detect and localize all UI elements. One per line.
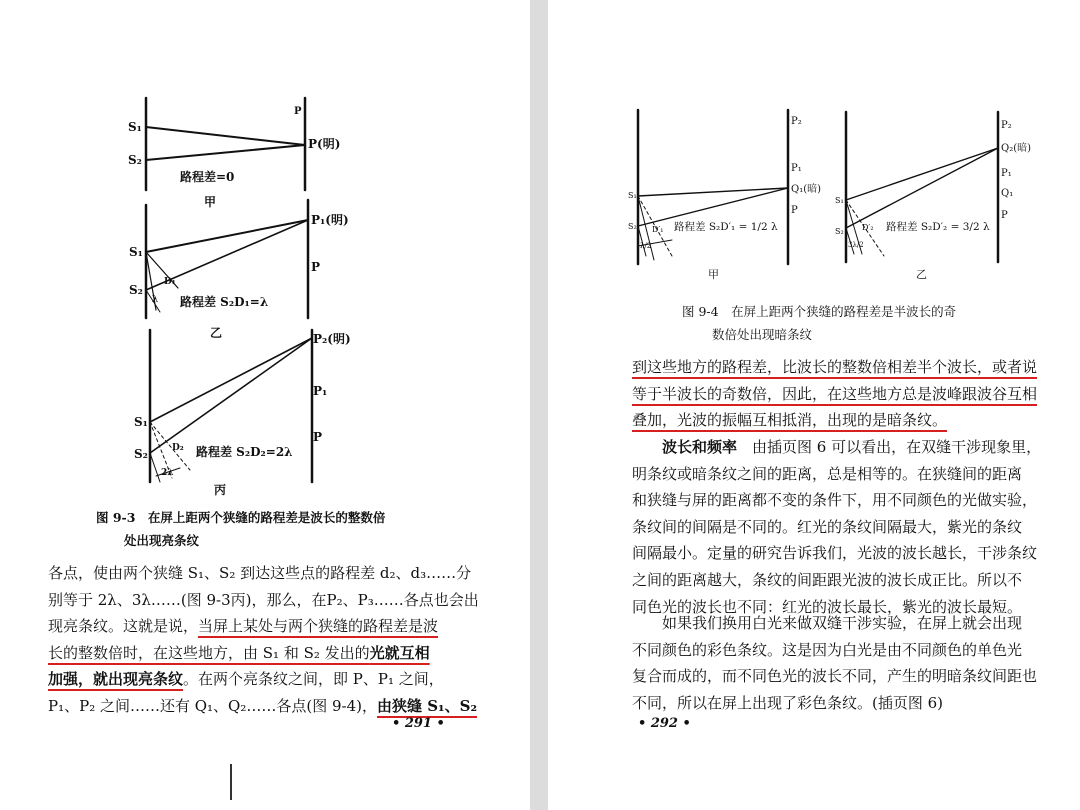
text-line: 之间的距离越大，条纹的间距跟光波的波长成正比。所以不 (632, 570, 1023, 589)
paragraph-1 (632, 354, 1037, 434)
yi-s1-label: S₁ (835, 196, 844, 205)
text-line: 同色光的波长也不同：红光的波长最长，紫光的波长最短。 (632, 597, 1023, 616)
page-number: • 291 • (392, 716, 445, 731)
bing-s2-label: S₂ (134, 447, 148, 461)
bing-s1-label: S₁ (134, 415, 148, 429)
text-line: 条纹间的间隔是不同的。红光的条纹间隔最大，紫光的条纹 (632, 517, 1023, 536)
jia-p2-label: P₂ (791, 116, 802, 127)
text-line: 不同颜色的彩色条纹。这是因为白光是由不同颜色的单色光 (632, 640, 1023, 659)
yi-s2-label: S₂ (129, 283, 143, 297)
yi-d1-label: D₁ (164, 277, 176, 287)
highlighted-text: 叠加，光波的振幅互相抵消，出现的是暗条纹。 (632, 411, 948, 430)
bing-path-diff: 路程差 S₂D₂=2λ (196, 445, 293, 459)
text-line (632, 434, 1041, 461)
highlighted-text-line: 到这些地方的路程差，比波长的整数倍相差半个波长，或者说 (632, 358, 1038, 376)
highlighted-bold-text: 由狭缝 S₁、S₂ (377, 696, 478, 715)
yi-s1-label: S₁ (129, 245, 143, 259)
body-paragraph (48, 560, 479, 720)
jia-half-lambda-label: λ/2 (640, 242, 652, 250)
text-line (632, 407, 1037, 434)
bing-two-lambda-label: 2λ (161, 468, 174, 478)
paragraph-3 (632, 610, 1037, 716)
text-line: 明条纹或暗条纹之间的距离，总是相等的。在狭缝间的距离 (632, 464, 1023, 483)
page-gutter (530, 0, 548, 810)
yi-p-label: P (1001, 210, 1008, 221)
jia-path-diff: 路程差=0 (180, 170, 235, 184)
caption-line-2: 处出现亮条纹 (124, 533, 200, 548)
jia-path-diff: 路程差 S₂D′₁ = 1/2 λ (674, 221, 778, 233)
figure-9-4 (548, 0, 1080, 300)
figure-9-3 (0, 0, 530, 500)
text-line: 和狭缝与屏的距离都不变的条件下，用不同颜色的光做实验， (632, 491, 1038, 510)
text-line (48, 613, 479, 640)
text-line: 各点，使由两个狭缝 S₁、S₂ 到达这些点的路程差 d₂、d₃……分 (48, 564, 472, 582)
yi-path-diff: 路程差 S₂D₁=λ (180, 295, 269, 309)
jia-p1-label: P₁ (791, 163, 802, 174)
yi-p-label: P (311, 260, 321, 274)
highlighted-bold-text: 光就互相 (369, 643, 430, 662)
highlighted-text: 当屏上某处与两个狭缝的路程差是波 (198, 617, 439, 636)
jia-p-label: P (791, 205, 798, 216)
highlighted-text-line: 等于半波长的奇数倍，因此，在这些地方总是波峰跟波谷互相 (632, 384, 1038, 403)
jia-s2-label: S₂ (628, 222, 637, 231)
text-span: 现亮条纹。这就是说， (48, 617, 199, 636)
yi-p1-label: P₁(明) (311, 213, 349, 227)
text-span: 。在两个亮条纹之间，即 P、P₁ 之间， (183, 670, 444, 689)
jia-label: 甲 (708, 268, 719, 281)
figure-9-3-caption (96, 506, 385, 552)
left-page (0, 0, 530, 810)
yi-q1-label: Q₁ (1001, 188, 1014, 199)
jia-q1-label: Q₁(暗) (791, 184, 822, 195)
jia-s1-label: S₁ (628, 191, 637, 200)
bing-p-label: P (313, 430, 323, 444)
yi-p2-label: P₂ (1001, 120, 1012, 131)
yi-label: 乙 (210, 326, 223, 340)
page-number: • 292 • (638, 716, 691, 731)
right-page (548, 0, 1080, 810)
yi-p1-label: P₁ (1001, 168, 1012, 179)
text-span: P₁、P₂ 之间……还有 Q₁、Q₂……各点(图 9-4)， (48, 696, 377, 715)
caption-line-1: 图 9-3 在屏上距两个狭缝的路程差是波长的整数倍 (96, 510, 386, 525)
jia-p-label: P(明) (308, 137, 341, 151)
highlighted-bold-text: 加强，就出现亮条纹 (48, 670, 184, 689)
jia-label: 甲 (204, 195, 217, 209)
yi-q2-label: Q₂(暗) (1001, 143, 1032, 154)
jia-s2-label: S₂ (128, 153, 142, 167)
bing-p2-label: P₂(明) (313, 332, 351, 346)
caption-line-2: 数倍处出现暗条纹 (712, 327, 813, 342)
bing-label: 丙 (214, 483, 227, 497)
text-span: 由插页图 6 可以看出，在双缝干涉现象里， (737, 438, 1042, 456)
yi-path-diff: 路程差 S₂D′₂ = 3/2 λ (886, 221, 990, 233)
text-line: 如果我们换用白光来做双缝干涉实验，在屏上就会出现 (662, 614, 1023, 632)
section-heading: 波长和频率 (662, 438, 738, 456)
text-line (48, 640, 479, 667)
figure-9-4-caption (682, 300, 956, 346)
yi-s2-label: S₂ (835, 227, 844, 236)
text-cursor (230, 764, 232, 800)
bing-p1-label: P₁ (313, 384, 328, 398)
caption-line-1: 图 9-4 在屏上距两个狭缝的路程差是半波长的奇 (682, 304, 957, 319)
yi-d2-label: D′₂ (862, 223, 874, 232)
text-line: 别等于 2λ、3λ……(图 9-3丙)，那么，在P₂、P₃……各点也会出 (48, 590, 479, 609)
bing-d2-label: D₂ (172, 443, 184, 453)
jia-d1-label: D′₁ (652, 225, 664, 234)
paragraph-2 (632, 434, 1041, 620)
highlighted-text: 长的整数倍时，在这些地方，由 S₁ 和 S₂ 发出的 (48, 643, 370, 662)
jia-p-top-label: P (294, 106, 302, 117)
yi-three-half-lambda-label: 3λ/2 (848, 241, 864, 249)
jia-s1-label: S₁ (128, 120, 142, 134)
text-line: 间隔最小。定量的研究告诉我们，光波的波长越长，干涉条纹 (632, 544, 1038, 563)
yi-lambda-label: λ (152, 295, 159, 305)
text-line: 复合而成的，而不同色光的波长不同，产生的明暗条纹间距也 (632, 667, 1038, 686)
yi-label: 乙 (916, 268, 927, 281)
text-line: 不同，所以在屏上出现了彩色条纹。(插页图 6) (632, 693, 944, 712)
text-line (48, 666, 479, 693)
